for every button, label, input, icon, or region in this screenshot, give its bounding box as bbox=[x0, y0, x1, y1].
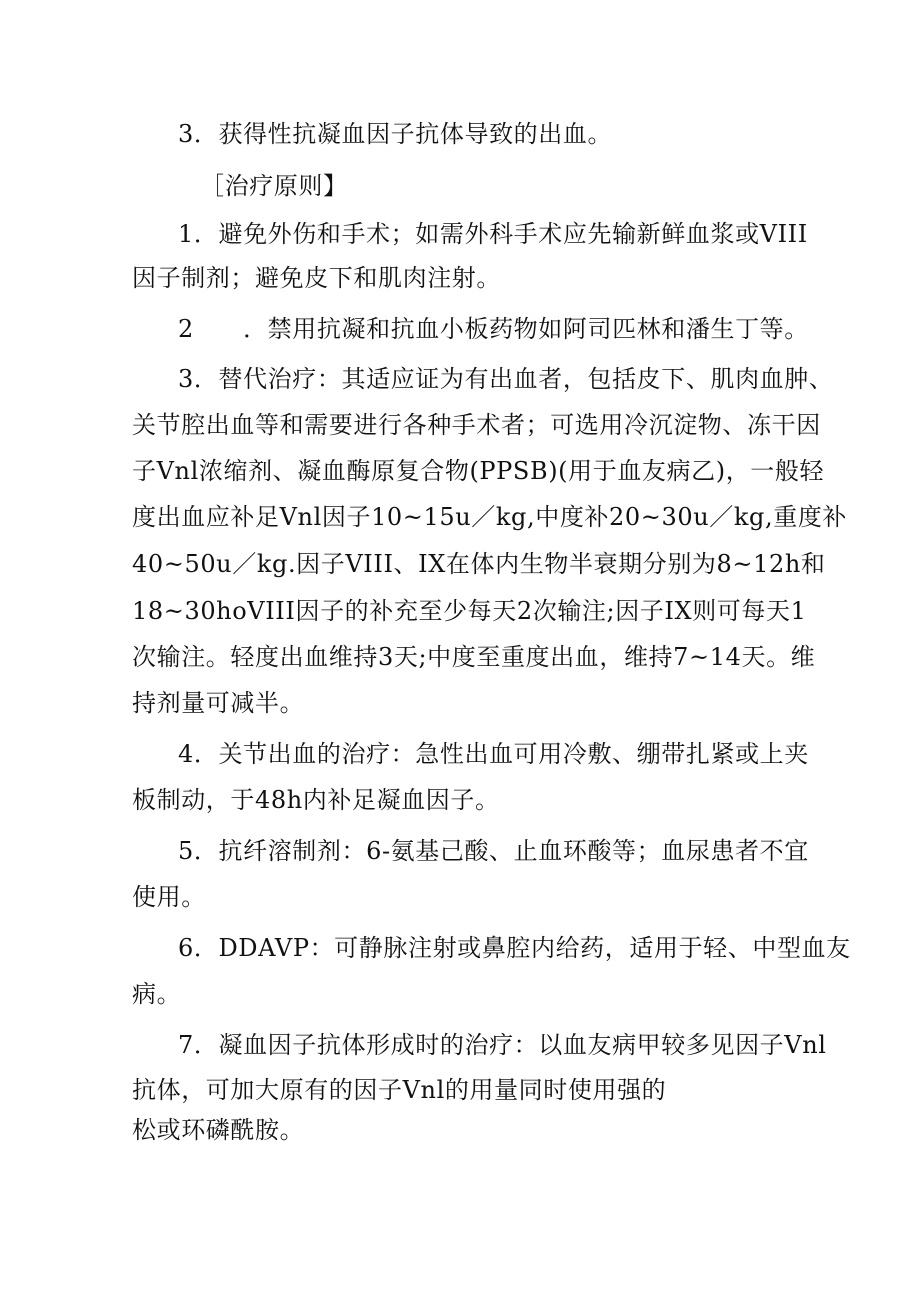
principle-1-line-1: 1．避免外伤和手术；如需外科手术应先输新鲜血浆或VIII bbox=[178, 220, 808, 248]
principle-2-line-1: 2 ．禁用抗凝和抗血小板药物如阿司匹林和潘生丁等。 bbox=[178, 315, 809, 343]
principle-5-line-2: 使用。 bbox=[132, 883, 206, 911]
principle-3-line-4: 度出血应补足Vnl因子10~15u／kg,中度补20~30u／kg,重度补 bbox=[132, 503, 848, 531]
principle-3-line-6: 18~30hoVIII因子的补充至少每天2次输注;因子IX则可每天1 bbox=[132, 597, 807, 625]
principle-4-line-1: 4．关节出血的治疗：急性出血可用冷敷、绷带扎紧或上夹 bbox=[178, 740, 809, 768]
list-item-acquired-antibody-bleeding: 3．获得性抗凝血因子抗体导致的出血。 bbox=[178, 120, 613, 148]
principle-4-line-2: 板制动，于48h内补足凝血因子。 bbox=[132, 786, 500, 814]
principle-3-line-3: 子Vnl浓缩剂、凝血酶原复合物(PPSB)(用于血友病乙)，一般轻 bbox=[132, 457, 825, 485]
principle-1-line-2: 因子制剂；避免皮下和肌肉注射。 bbox=[132, 264, 501, 292]
principle-6-line-1: 6．DDAVP：可静脉注射或鼻腔内给药，适用于轻、中型血友 bbox=[178, 934, 851, 962]
principle-6-line-2: 病。 bbox=[132, 980, 182, 1008]
principle-3-line-5: 40~50u／kg.因子VIII、IX在体内生物半衰期分别为8~12h和 bbox=[132, 550, 826, 578]
principle-7-line-2: 抗体，可加大原有的因子Vnl的用量同时使用强的 bbox=[132, 1076, 667, 1104]
principle-3-line-2: 关节腔出血等和需要进行各种手术者；可选用冷沉淀物、冻干因 bbox=[132, 411, 821, 439]
principle-5-line-1: 5．抗纤溶制剂：6-氨基己酸、止血环酸等；血尿患者不宜 bbox=[178, 837, 809, 865]
principle-3-line-7: 次输注。轻度出血维持3天;中度至重度出血，维持7~14天。维 bbox=[132, 643, 816, 671]
principle-7-line-1: 7．凝血因子抗体形成时的治疗：以血友病甲较多见因子Vnl bbox=[178, 1031, 827, 1059]
section-heading-treatment-principles: ［治疗原则】 bbox=[200, 172, 348, 200]
principle-3-line-1: 3．替代治疗：其适应证为有出血者，包括皮下、肌肉血肿、 bbox=[178, 365, 834, 393]
principle-3-line-8: 持剂量可减半。 bbox=[132, 689, 305, 717]
principle-7-line-3: 松或环磷酰胺。 bbox=[132, 1116, 305, 1144]
